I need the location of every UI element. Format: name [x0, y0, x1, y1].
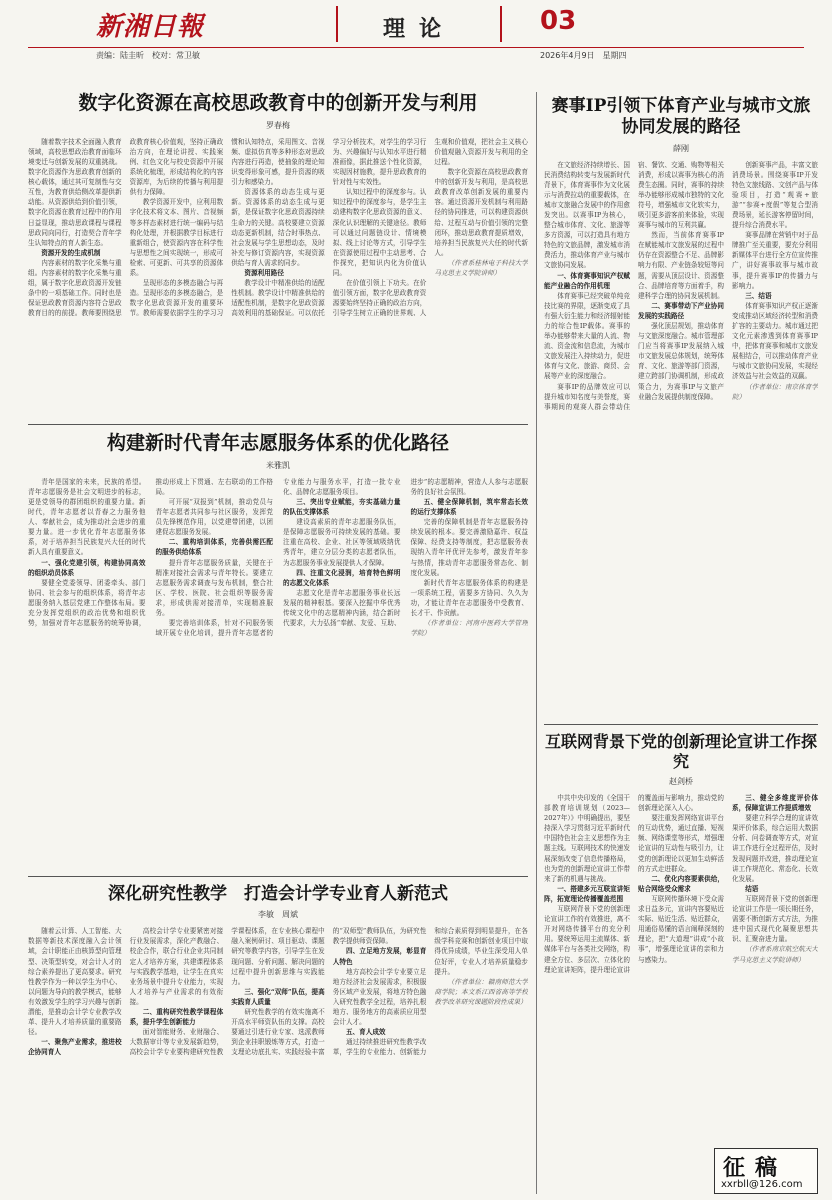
body-paragraph: 高校会计学专业要紧密对接行业发展需求，深化产教融合、校企合作，联合行业企业共同制定人才培养方案，共建课程体系与实践教学基地，让学生在真实业务场景中提升专业能力，实现人才培养与产业需求的有效衔接。 [129, 927, 224, 1006]
article-digital-resources [28, 92, 528, 420]
section-subheading: 四、立足地方发展，彰显育人特色 [332, 947, 427, 966]
body-paragraph: 地方高校会计学专业要立足地方经济社会发展需求，积极服务区域产业发展，将地方特色融入研究性教学全过程，培养扎根地方、服务地方的高素质应用型会计人才。 [332, 967, 427, 1027]
body-paragraph: 中共中央印发的《全国干部教育培训规划（2023—2027年）》中明确提出，要坚持深入学习贯彻习近平新时代中国特色社会主义思想作为主题主线。互联网技术的快速发展深刻改变了信息传播格局，也为党的创新理论宣讲工作带来了新的机遇与挑战。 [544, 794, 631, 883]
author-note: （作者系桂林电子科技大学马克思主义学院讲师） [434, 258, 528, 277]
section-subheading: 三、健全多维度评价体系，保障宣讲工作提质增效 [732, 794, 818, 813]
body-paragraph: 教学资源开发中，应利用数字化技术将文本、图片、音视频等多样态素材进行统一编码与结构化处理，并根据教学目标进行重新组合，使资源内容在科学性与思想性之间实现统一，形成可检索、可更新、可共享的资源体系。 [129, 198, 224, 277]
call-for-papers-title: 征稿 [723, 1155, 788, 1181]
section-subheading: 二、优化内容要素供给，贴合网络受众需求 [638, 874, 724, 893]
section-subheading: 一、搭建多元互联宣讲矩阵，拓宽理论传播覆盖范围 [544, 884, 630, 903]
section-title: 理论 [382, 17, 455, 42]
article-byline: 罗春梅 [266, 120, 290, 130]
body-paragraph: 青年是国家的未来，民族的希望。青年志愿服务是社会文明进步的标志，更是党领导的群团组织的重要力量。新时代，青年志愿者以青春之力服务他人、奉献社会，成为推动社会进步的重要力量。进一步优化青年志愿服务体系，对于培养担当民族复兴大任的时代新人具有重要意义。 [28, 477, 146, 557]
article-sports-ip [544, 96, 818, 720]
section-subheading: 资源开发的生成机制 [41, 248, 101, 257]
article-byline: 李敏 周斌 [258, 910, 298, 920]
body-paragraph: 互联网传播环境下受众需求日益多元，宣讲内容要贴近实际、贴近生活、贴近群众，用通俗易懂的语言阐释深刻的理论，把“大道理”讲成“小故事”，增强理论宣讲的亲和力与感染力。 [638, 894, 724, 964]
body-paragraph: 数字化资源在高校思政教育中的创新开发与利用，是高校思政教育改革创新发展的重要内容。通过资源开发机制与利用路径的协同推进，可以构建资源供给、过程互动与价值引领的完整闭环，推动思政教育提质增效，培养担当民族复兴大任的时代新人。 [434, 168, 528, 257]
submission-email[interactable]: xxrbll@126.com [721, 1179, 803, 1190]
author-note: （作者单位：河南中医药大学管理学院） [410, 619, 528, 638]
section-subheading: 四、注重文化浸润，培育特色鲜明的志愿文化体系 [283, 568, 401, 587]
publication-date: 2026年4月9日 星期四 [540, 51, 627, 60]
article-body [544, 793, 818, 1143]
section-subheading: 五、育人成效 [345, 1028, 386, 1037]
body-paragraph: 互联网背景下党的创新理论宣讲工作是一项长期任务，需要不断创新方式方法，为推进中国式现代化凝聚思想共识、汇聚奋进力量。 [732, 894, 818, 944]
divider [544, 724, 818, 725]
divider [28, 424, 528, 425]
article-headline: 构建新时代青年志愿服务体系的优化路径 [106, 432, 449, 454]
body-paragraph: 资源体系的动态生成与更新。资源体系的动态生成与更新，是保证数字化思政资源持续生命力的关键。高校要建立资源动态更新机制，结合时事热点、社会发展与学生思想动态，及时补充与修订资源内容，实现资源供给与育人需求的同步。 [231, 188, 325, 267]
section-subheading: 资源利用路径 [244, 268, 284, 277]
article-byline: 赵剑桥 [669, 777, 693, 786]
section-subheading: 五、健全保障机制，筑牢常态长效的运行支撑体系 [410, 497, 528, 517]
article-youth-volunteer [28, 432, 528, 872]
body-paragraph: 认知过程中的深度参与。认知过程中的深度参与，是学生主动建构数字化思政资源的意义、深化认识理解的关键途径。教师可以通过问题链设计、情境模拟、线上讨论等方式，引导学生在资源使用过程中主动思考、合作探究，把知识内化为价值认同。 [332, 188, 427, 277]
body-paragraph: 在文旅经济持续增长、国民消费结构转变与发展新时代背景下，体育赛事作为文化展示与消费拉动的重要载体，在城市文旅融合发展中的作用愈发突出。以赛事IP为核心，整合城市体育、文化、旅游等多方资源，可以打造具有地方特色的文旅品牌，激发城市消费活力，推动体育产业与城市文旅协同发展。 [544, 160, 630, 270]
body-paragraph: 体育赛事知识产权正逐渐变成推动区域经济转型和消费扩容的主要动力。城市通过把文化元素渗透到体育赛事IP中，把体育赛事和城市文旅发展相结合，可以推动体育产业与城市文旅协同发展，实现经济效益与社会效益的双赢。 [732, 301, 818, 381]
body-paragraph: 赛事品牌在营销中对于品牌推广至关重要，要充分利用新媒体平台进行全方位宣传推广，讲好赛事故事与城市故事，提升赛事IP的传播力与影响力。 [732, 231, 818, 290]
article-body [28, 926, 528, 1190]
body-paragraph: 要注重发挥网络宣讲平台的互动优势，通过直播、短视频、网络课堂等形式，增强理论宣讲的互动性与吸引力，让党的创新理论以更加生动鲜活的方式走进群众。 [638, 814, 724, 873]
body-paragraph: 面对智能财务、业财融合、大数据审计等专业发展新趋势，高校会计学专业要构建研究性教学课程体系，在专业核心课程中融入案例研讨、项目驱动、课题研究等教学内容，引导学生在发现问题、分析问题、解决问题的过程中提升创新思维与实践能力。 [129, 927, 325, 1057]
body-paragraph: 然而，当前体育赛事IP在赋能城市文旅发展的过程中仍存在资源整合不足、品牌影响力有限、产业链条较短等问题，需要从顶层设计、资源整合、品牌培育等方面着手，构建科学合理的协同发展机制。 [638, 231, 724, 300]
body-paragraph: 随着数字技术全面融入教育领域，高校思想政治教育面临环境变迁与创新发展的双重挑战。数字化资源作为思政教育创新的核心载体，通过其可复制性与交互性，为教育供给侧改革提供新动能。从资源供给到价值引领，数字化资源在教育过程中的作用日益显现，推动思政课程与课程思政同向同行，打造契合青年学生认知特点的育人新生态。 [28, 137, 122, 247]
body-paragraph: 强化顶层规划，推动体育与文旅深度融合。城市管理部门应当将赛事IP发展纳入城市文旅发展总体规划，统筹体育、文化、旅游等部门资源，建立跨部门协调机制，形成政策合力，为赛事IP与文旅产业融合发展提供制度保障。 [638, 322, 724, 401]
article-byline: 薛刚 [673, 143, 689, 153]
newspaper-logo: 新湘日報 [96, 12, 205, 42]
article-body [544, 160, 818, 698]
article-headline: 赛事IP引领下体育产业与城市文旅协同发展的路径 [551, 96, 811, 138]
body-paragraph: 要完善培训体系，针对不同服务领域开展专业化培训，提升青年志愿者的专业能力与服务水平，打造一批专业化、品牌化志愿服务项目。 [155, 477, 401, 638]
section-subheading: 三、突出专业赋能，夯实基础力量的队伍支撑体系 [283, 497, 401, 517]
article-headline: 互联网背景下党的创新理论宣讲工作探究 [544, 732, 817, 771]
editor-credits: 责编：陆圭昕 校对：常卫敏 [96, 51, 200, 60]
masthead-rule [28, 47, 804, 48]
article-internet-propaganda [544, 732, 818, 1144]
section-subheading: 三、强化“双师”队伍，提高实践育人质量 [231, 987, 325, 1006]
body-paragraph: 体育赛事已经突破单纯竞技比赛的界限，逐渐变成了具有强大衍生能力和经济辐射能力的综合性IP载体。赛事的举办能够带来大量的人流、物流、资金流和信息流，为城市文旅发展注入持续动力，促进体育与文化、旅游、商贸、会展等产业的深度融合。 [544, 291, 630, 381]
section-subheading: 三、结语 [745, 291, 772, 300]
author-note: （作者单位：南京体育学院） [732, 382, 818, 401]
body-paragraph: 志愿文化是青年志愿服务事业长远发展的精神根基。要深入挖掘中华优秀传统文化中的志愿精神内涵，结合新时代要求，大力弘扬“奉献、友爱、互助、进步”的志愿精神，营造人人参与志愿服务的良好社会氛围。 [283, 477, 528, 628]
page-number: 03 [540, 6, 577, 36]
section-subheading: 一、聚焦产业需求，推进校企协同育人 [28, 1038, 122, 1057]
body-paragraph: 通过持续推进研究性教学改革，学生的专业能力、创新能力和综合素质得到明显提升，在各级学科竞赛和创新创业项目中取得优异成绩，毕业生深受用人单位好评，专业人才培养质量稳步提升。 [332, 927, 528, 1057]
section-subheading: 一、体育赛事知识产权赋能产业融合的作用机理 [544, 271, 630, 290]
section-subheading: 一、强化党建引领，构建协同高效的组织动员体系 [28, 558, 146, 577]
body-paragraph: 新时代青年志愿服务体系的构建是一项系统工程，需要多方协同、久久为功，才能让青年在志愿服务中受教育、长才干、作贡献。 [410, 578, 528, 617]
author-note: （作者单位：赣南师范大学商学院；本文系江西省高等学校教学改革研究课题阶段性成果） [434, 977, 528, 1006]
body-paragraph: 提升青年志愿服务质量，关键在于精准对接社会需求与青年特长。要建立志愿服务需求调查与发布机制，整合社区、学校、医院、社会组织等服务需求，形成供需对接清单，实现精准服务。 [155, 558, 273, 617]
body-paragraph: 创新赛事产品，丰富文旅消费场景。围绕赛事IP开发特色文旅线路、文创产品与体验项目，打造“观赛+旅游”“参赛+度假”等复合型消费场景，延长游客停留时间，提升综合消费水平。 [732, 160, 818, 230]
masthead [0, 0, 832, 66]
article-body [28, 137, 528, 407]
article-body [28, 477, 528, 869]
article-headline: 数字化资源在高校思政教育中的创新开发与利用 [78, 92, 478, 114]
body-paragraph: 互联网背景下党的创新理论宣讲工作的有效推进，离不开对网络传播平台的充分利用。要统筹运用主流媒体、新媒体平台与各类社交网络，构建全方位、多层次、立体化的理论宣讲矩阵，提升理论宣讲的覆盖面与影响力，推动党的创新理论深入人心。 [544, 794, 724, 974]
body-paragraph: 完善的保障机制是青年志愿服务持续发展的根本。要完善激励嘉许、权益保障、经费支持等制度，把志愿服务表现纳入青年评优评先参考，激发青年参与热情，推动青年志愿服务常态化、制度化发展。 [410, 518, 528, 577]
body-paragraph: 要建立科学合理的宣讲效果评价体系，综合运用大数据分析、问卷调查等方式，对宣讲工作进行全过程评估，及时发现问题并改进，推动理论宣讲工作规范化、常态化、长效化发展。 [732, 814, 818, 883]
call-for-papers-box [714, 1148, 818, 1194]
body-paragraph: 赛事IP的品牌效应可以提升城市知名度与美誉度，赛事期间的观赛人群会带动住宿、餐饮、交通、购物等相关消费，形成以赛事为核心的消费生态圈。同时，赛事的持续举办能够形成城市独特的文化符号，增强城市文化软实力，吸引更多游客前来体验，实现赛事与城市的互利共赢。 [544, 160, 724, 411]
section-subheading: 结语 [745, 884, 759, 893]
body-paragraph: 建设高素质的青年志愿服务队伍，是保障志愿服务可持续发展的基础。要注重在高校、企业、社区等领域吸纳优秀青年，建立分层分类的志愿者队伍，为志愿服务事业发展提供人才保障。 [283, 518, 401, 567]
column-divider [536, 92, 537, 1194]
article-accounting-teaching [28, 884, 528, 1194]
body-paragraph: 随着云计算、人工智能、大数据等新技术深度融入会计领域，会计职能正由核算型向管理型、决策型转变，对会计人才的综合素养提出了更高要求。研究性教学作为一种以学生为中心、以问题为导向的教学模式，能够有效激发学生的学习兴趣与创新潜能，是推动会计学专业教学改革、提升人才培养质量的重要路径。 [28, 927, 122, 1037]
body-paragraph: 要健全党委领导、团委牵头、部门协同、社会参与的组织体系，将青年志愿服务纳入基层党建工作整体布局。要充分发挥党组织的政治优势和组织优势，加强对青年志愿服务的统筹协调，推动形成上下贯通、左右联动的工作格局。 [28, 477, 273, 628]
body-paragraph: 呈现形态的多模态融合与再造。呈现形态的多模态融合，是数字化思政资源开发的重要环节。教师需要依据学生的学习习惯和认知特点，采用图文、音视频、虚拟仿真等多种形态对思政内容进行再造，使抽象的理论知识变得形象可感，提升资源的吸引力和感染力。 [129, 137, 325, 318]
article-headline: 深化研究性教学 打造会计学专业育人新范式 [108, 884, 448, 904]
section-subheading: 二、赛事带动下产业协同发展的实践路径 [638, 301, 724, 320]
section-subheading: 二、重构研究性教学课程体系，提升学生创新能力 [129, 1008, 224, 1027]
body-paragraph: 内容素材的数字化采集与重组。内容素材的数字化采集与重组，属于数字化思政资源开发链条中的一项基础工作。同时也是保证思政教育资源内容符合思政教育目的的前提。教师要围绕思政教育核心价值观，坚持正确政治方向，在理论讲授、实践案例、红色文化与校史资源中开展系统化梳理，形成结构化的内容资源库，为后续的传播与利用提供有力保障。 [28, 137, 224, 318]
body-paragraph: 在价值引领上下功夫。在价值引领方面，数字化思政教育资源要始终坚持正确的政治方向，引导学生树立正确的世界观、人生观和价值观，把社会主义核心价值观融入资源开发与利用的全过程。 [332, 137, 528, 318]
body-paragraph: 教学设计中精准供给的适配性机制。教学设计中精准供给的适配性机制，是数字化思政资源高效利用的基础保证。可以依托学习分析技术，对学生的学习行为、兴趣偏好与认知水平进行精准画像，据此推送个性化资源，实现因材施教，提升思政教育的针对性与实效性。 [231, 137, 427, 318]
author-note: （作者系南京航空航天大学马克思主义学院讲师） [732, 945, 818, 964]
section-subheading: 二、重构培训体系，完善供需匹配的服务供给体系 [155, 538, 273, 557]
divider [28, 876, 528, 877]
body-paragraph: 研究性教学的有效实施离不开高水平师资队伍的支撑。高校要通过引进行业专家、选派教师到企业挂职锻炼等方式，打造一支理论功底扎实、实践经验丰富的“双师型”教师队伍，为研究性教学提供师资保障。 [231, 927, 427, 1057]
article-byline: 米雅凯 [266, 460, 290, 470]
section-box [336, 6, 502, 42]
body-paragraph: 可开展“双报到”机制，推动党员与青年志愿者共同参与社区服务，发挥党员先锋模范作用，以党建带团建，以团建促志愿服务发展。 [155, 497, 273, 537]
